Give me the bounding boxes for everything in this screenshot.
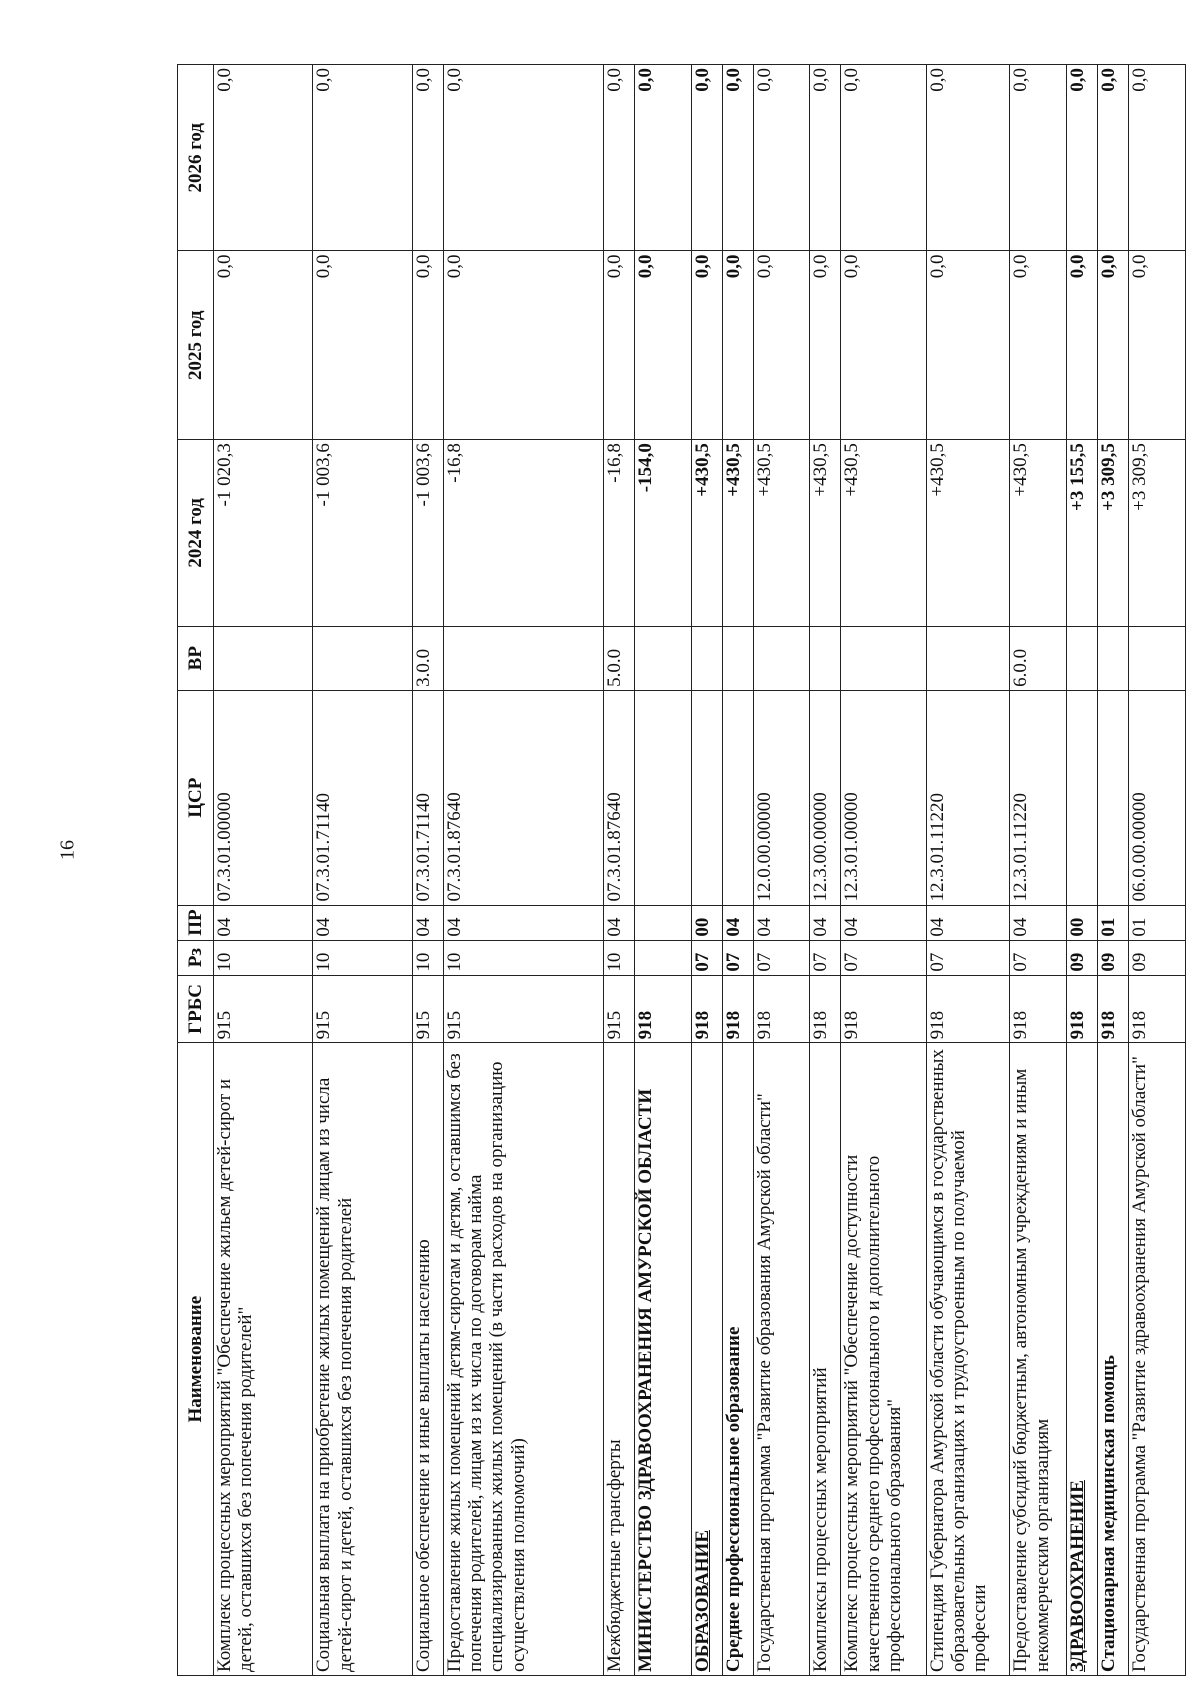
cell-name: ЗДРАВООХРАНЕНИЕ: [1067, 1043, 1098, 1676]
cell-grbs: 918: [841, 975, 926, 1043]
table-row: [691, 65, 722, 1676]
cell-pr: 04: [722, 905, 753, 940]
cell-grbs: 918: [753, 975, 810, 1043]
cell-name: Среднее профессиональное образование: [722, 1043, 753, 1676]
cell-y2026: 0,0: [753, 65, 810, 251]
cell-rz: 10: [603, 940, 634, 975]
cell-y2024: +3 309,5: [1129, 440, 1186, 626]
table-row: [1129, 65, 1186, 1676]
cell-y2026: 0,0: [810, 65, 841, 251]
cell-pr: 00: [1067, 905, 1098, 940]
cell-pr: 01: [1129, 905, 1186, 940]
cell-vr: [634, 626, 691, 690]
cell-name: Социальное обеспечение и иные выплаты населению: [412, 1043, 443, 1676]
cell-y2024: -1 003,6: [313, 440, 412, 626]
table-row: [1010, 65, 1067, 1676]
cell-csr: 07.3.01.71140: [412, 690, 443, 905]
cell-y2026: 0,0: [603, 65, 634, 251]
cell-vr: [691, 626, 722, 690]
cell-csr: 06.0.00.00000: [1129, 690, 1186, 905]
cell-csr: [634, 690, 691, 905]
cell-pr: 04: [214, 905, 313, 940]
cell-y2026: 0,0: [313, 65, 412, 251]
cell-y2025: 0,0: [1129, 251, 1186, 440]
cell-y2024: -1 003,6: [412, 440, 443, 626]
cell-grbs: 915: [313, 975, 412, 1043]
header-rz: Рз: [178, 940, 214, 975]
cell-y2024: +430,5: [1010, 440, 1067, 626]
cell-y2026: 0,0: [634, 65, 691, 251]
table-row: [214, 65, 313, 1676]
cell-rz: 09: [1098, 940, 1129, 975]
table-row: [443, 65, 603, 1676]
table-row: [1067, 65, 1098, 1676]
cell-pr: 04: [1010, 905, 1067, 940]
cell-pr: 04: [603, 905, 634, 940]
cell-y2024: -16,8: [603, 440, 634, 626]
cell-csr: 12.3.01.11220: [1010, 690, 1067, 905]
cell-y2025: 0,0: [412, 251, 443, 440]
cell-y2026: 0,0: [412, 65, 443, 251]
cell-y2025: 0,0: [634, 251, 691, 440]
rotated-table-container: [177, 64, 1186, 1676]
cell-csr: [1067, 690, 1098, 905]
cell-csr: 12.3.01.11220: [926, 690, 1010, 905]
cell-csr: [722, 690, 753, 905]
budget-table: [177, 64, 1186, 1676]
header-2025: 2025 год: [178, 251, 214, 440]
cell-y2025: 0,0: [443, 251, 603, 440]
cell-y2025: 0,0: [313, 251, 412, 440]
cell-name: МИНИСТЕРСТВО ЗДРАВООХРАНЕНИЯ АМУРСКОЙ ОБЛАСТИ: [634, 1043, 691, 1676]
cell-vr: [722, 626, 753, 690]
header-row: [178, 65, 214, 1676]
cell-rz: 07: [810, 940, 841, 975]
table-row: [753, 65, 810, 1676]
cell-y2026: 0,0: [926, 65, 1010, 251]
table-row: [412, 65, 443, 1676]
table-row: [313, 65, 412, 1676]
cell-name: Государственная программа "Развитие образования Амурской области": [753, 1043, 810, 1676]
cell-y2024: +430,5: [841, 440, 926, 626]
table-row: [1098, 65, 1129, 1676]
cell-name: Предоставление жилых помещений детям-сиротам и детям, оставшимся без попечения родителей, лицам из их числа по договорам найма специализированных жилых помещений (в части расходов на организацию осуществления полномочий): [443, 1043, 603, 1676]
header-pr: ПР: [178, 905, 214, 940]
cell-rz: 07: [1010, 940, 1067, 975]
cell-csr: [691, 690, 722, 905]
cell-pr: 04: [412, 905, 443, 940]
cell-vr: [753, 626, 810, 690]
cell-csr: 07.3.01.87640: [443, 690, 603, 905]
cell-y2025: 0,0: [926, 251, 1010, 440]
cell-pr: 04: [810, 905, 841, 940]
cell-name: Комплексы процессных мероприятий: [810, 1043, 841, 1676]
cell-y2025: 0,0: [603, 251, 634, 440]
cell-y2025: 0,0: [1098, 251, 1129, 440]
cell-y2024: -1 020,3: [214, 440, 313, 626]
cell-rz: 10: [313, 940, 412, 975]
cell-rz: 09: [1129, 940, 1186, 975]
cell-vr: [810, 626, 841, 690]
cell-grbs: 918: [634, 975, 691, 1043]
cell-y2026: 0,0: [722, 65, 753, 251]
cell-y2024: -154,0: [634, 440, 691, 626]
cell-vr: [214, 626, 313, 690]
cell-name: Предоставление субсидий бюджетным, автономным учреждениям и иным некоммерческим организациям: [1010, 1043, 1067, 1676]
cell-rz: 07: [841, 940, 926, 975]
cell-grbs: 918: [1098, 975, 1129, 1043]
cell-rz: [634, 940, 691, 975]
cell-y2025: 0,0: [1010, 251, 1067, 440]
cell-grbs: 915: [443, 975, 603, 1043]
cell-grbs: 915: [603, 975, 634, 1043]
cell-y2026: 0,0: [443, 65, 603, 251]
cell-pr: 04: [313, 905, 412, 940]
cell-pr: 04: [443, 905, 603, 940]
cell-name: Комплекс процессных мероприятий "Обеспечение жильем детей-сирот и детей, оставшихся без попечения родителей": [214, 1043, 313, 1676]
cell-name: Социальная выплата на приобретение жилых помещений лицам из числа детей-сирот и детей, оставшихся без попечения родителей: [313, 1043, 412, 1676]
cell-grbs: 918: [722, 975, 753, 1043]
cell-rz: 07: [691, 940, 722, 975]
cell-rz: 07: [753, 940, 810, 975]
cell-y2025: 0,0: [753, 251, 810, 440]
cell-csr: 07.3.01.00000: [214, 690, 313, 905]
cell-vr: 5.0.0: [603, 626, 634, 690]
cell-name: ОБРАЗОВАНИЕ: [691, 1043, 722, 1676]
cell-y2025: 0,0: [1067, 251, 1098, 440]
header-grbs: ГРБС: [178, 975, 214, 1043]
cell-rz: 07: [926, 940, 1010, 975]
cell-csr: 12.3.00.00000: [810, 690, 841, 905]
cell-rz: 10: [443, 940, 603, 975]
header-2026: 2026 год: [178, 65, 214, 251]
cell-grbs: 918: [926, 975, 1010, 1043]
cell-y2025: 0,0: [810, 251, 841, 440]
header-name: Наименование: [178, 1043, 214, 1676]
cell-y2025: 0,0: [691, 251, 722, 440]
cell-grbs: 918: [1129, 975, 1186, 1043]
table-row: [722, 65, 753, 1676]
cell-y2025: 0,0: [722, 251, 753, 440]
cell-pr: 04: [841, 905, 926, 940]
cell-pr: 00: [691, 905, 722, 940]
cell-rz: 10: [412, 940, 443, 975]
cell-rz: 10: [214, 940, 313, 975]
cell-csr: 07.3.01.71140: [313, 690, 412, 905]
cell-vr: [1067, 626, 1098, 690]
cell-name: Стационарная медицинская помощь: [1098, 1043, 1129, 1676]
table-row: [841, 65, 926, 1676]
cell-vr: 3.0.0: [412, 626, 443, 690]
cell-grbs: 918: [1010, 975, 1067, 1043]
cell-y2026: 0,0: [1098, 65, 1129, 251]
cell-y2024: +3 155,5: [1067, 440, 1098, 626]
cell-vr: 6.0.0: [1010, 626, 1067, 690]
header-csr: ЦСР: [178, 690, 214, 905]
cell-grbs: 918: [1067, 975, 1098, 1043]
table-row: [603, 65, 634, 1676]
table-body: [214, 65, 1186, 1676]
cell-pr: 04: [753, 905, 810, 940]
header-2024: 2024 год: [178, 440, 214, 626]
cell-y2026: 0,0: [1067, 65, 1098, 251]
table-row: [634, 65, 691, 1676]
cell-y2025: 0,0: [841, 251, 926, 440]
cell-csr: 07.3.01.87640: [603, 690, 634, 905]
cell-vr: [926, 626, 1010, 690]
cell-y2026: 0,0: [214, 65, 313, 251]
cell-name: Комплекс процессных мероприятий "Обеспечение доступности качественного среднего профессионального и дополнительного профессионального образования": [841, 1043, 926, 1676]
cell-grbs: 918: [691, 975, 722, 1043]
cell-y2026: 0,0: [841, 65, 926, 251]
cell-y2024: +430,5: [753, 440, 810, 626]
cell-name: Межбюджетные трансферты: [603, 1043, 634, 1676]
cell-y2024: +430,5: [926, 440, 1010, 626]
header-vr: ВР: [178, 626, 214, 690]
cell-vr: [841, 626, 926, 690]
cell-y2024: +430,5: [722, 440, 753, 626]
cell-pr: 04: [926, 905, 1010, 940]
cell-vr: [313, 626, 412, 690]
cell-rz: 09: [1067, 940, 1098, 975]
cell-name: Государственная программа "Развитие здравоохранения Амурской области": [1129, 1043, 1186, 1676]
cell-vr: [1098, 626, 1129, 690]
cell-vr: [1129, 626, 1186, 690]
cell-y2024: +3 309,5: [1098, 440, 1129, 626]
cell-grbs: 918: [810, 975, 841, 1043]
table-row: [926, 65, 1010, 1676]
cell-y2024: -16,8: [443, 440, 603, 626]
cell-rz: 07: [722, 940, 753, 975]
cell-y2024: +430,5: [691, 440, 722, 626]
page-number: 16: [56, 840, 79, 860]
cell-y2026: 0,0: [691, 65, 722, 251]
cell-csr: 12.0.00.00000: [753, 690, 810, 905]
cell-vr: [443, 626, 603, 690]
cell-grbs: 915: [214, 975, 313, 1043]
cell-y2026: 0,0: [1010, 65, 1067, 251]
cell-pr: [634, 905, 691, 940]
table-row: [810, 65, 841, 1676]
cell-grbs: 915: [412, 975, 443, 1043]
cell-name: Стипендия Губернатора Амурской области обучающимся в государственных образовательных организациях и трудоустроенным по получаемой профессии: [926, 1043, 1010, 1676]
cell-y2024: +430,5: [810, 440, 841, 626]
cell-csr: 12.3.01.00000: [841, 690, 926, 905]
cell-pr: 01: [1098, 905, 1129, 940]
cell-y2025: 0,0: [214, 251, 313, 440]
cell-y2026: 0,0: [1129, 65, 1186, 251]
cell-csr: [1098, 690, 1129, 905]
